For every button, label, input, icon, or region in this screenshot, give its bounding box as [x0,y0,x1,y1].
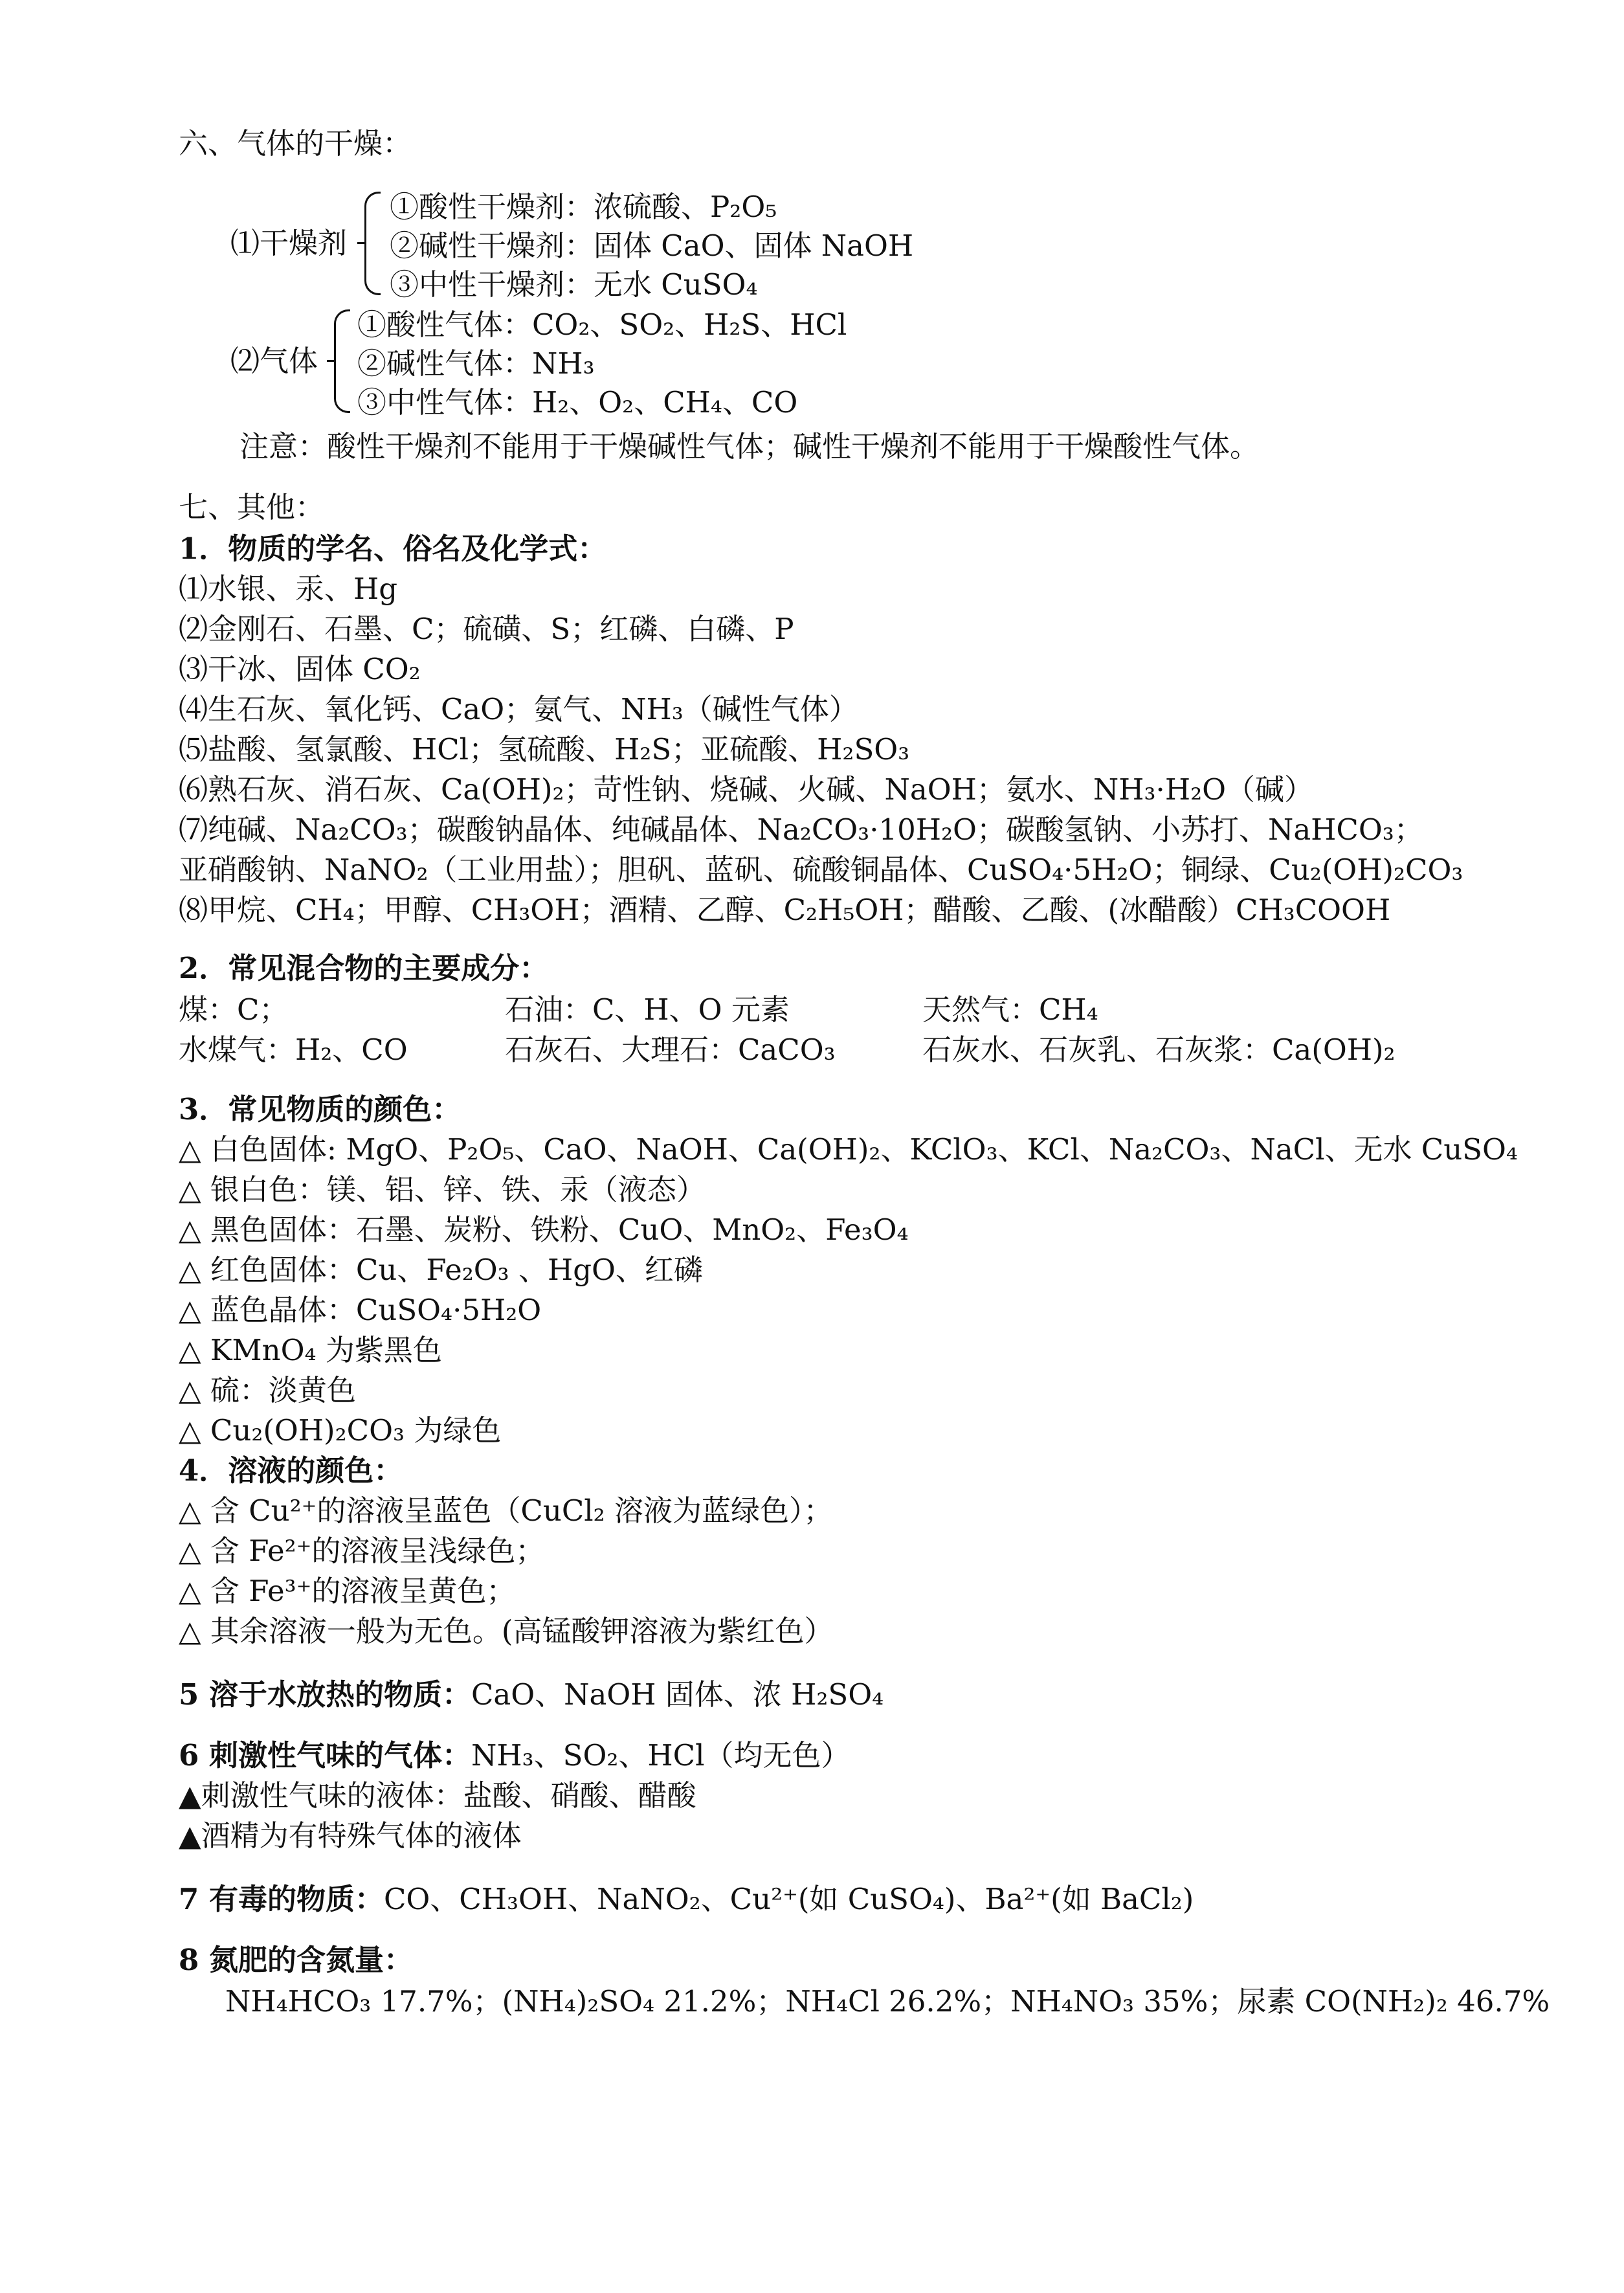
solutions-title: 4．溶液的颜色： [179,1453,403,1488]
colors-title: 3．常见物质的颜色： [179,1092,462,1126]
heat-title: 5 溶于水放热的物质： [179,1677,471,1712]
desiccant-item-acid: ①酸性干燥剂：浓硫酸、P₂O₅ [390,190,777,224]
heat-text: CaO、NaOH 固体、浓 H₂SO₄ [471,1677,884,1712]
solution-line: △ 其余溶液一般为无色。(高锰酸钾溶液为紫红色） [179,1614,834,1648]
color-line: △ 红色固体：Cu、Fe₂O₃ 、HgO、红磷 [179,1253,703,1287]
color-line: △ 硫：淡黄色 [179,1373,356,1407]
names-line: ⑶干冰、固体 CO₂ [179,652,421,686]
desiccant-item-neutral: ③中性干燥剂：无水 CuSO₄ [390,267,758,302]
pungent-text: NH₃、SO₂、HCl（均无色） [471,1738,851,1773]
nitrogen-title: 8 氮肥的含氮量： [179,1943,413,1977]
pungent-line [179,1736,850,1775]
alcohol-line: ▲酒精为有特殊气体的液体 [179,1818,522,1853]
mixture-cell: 石灰石、大理石：CaCO₃ [505,1033,836,1067]
names-title: 1．物质的学名、俗名及化学式： [179,531,607,566]
names-line: ⑹熟石灰、消石灰、Ca(OH)₂；苛性钠、烧碱、火碱、NaOH；氨水、NH₃·H₂O（碱） [179,772,1314,807]
nitrogen-text: NH₄HCO₃ 17.7%；(NH₄)₂SO₄ 21.2%；NH₄Cl 26.2%；NH₄NO₃ 35%；尿素 CO(NH₂)₂ 46.7% [225,1984,1550,2019]
names-line: ⑴水银、汞、Hg [179,572,398,606]
gas-item-neutral: ③中性气体：H₂、O₂、CH₄、CO [357,385,798,419]
solution-line: △ 含 Fe²⁺的溶液呈浅绿色； [179,1534,545,1568]
mixture-cell: 天然气：CH₄ [922,992,1098,1027]
solution-line: △ 含 Fe³⁺的溶液呈黄色； [179,1574,516,1608]
section6-heading: 六、气体的干燥： [179,126,412,161]
section6-note: 注意：酸性干燥剂不能用于干燥碱性气体；碱性干燥剂不能用于干燥酸性气体。 [239,429,1260,464]
names-line: ⑸盐酸、氢氯酸、HCl；氢硫酸、H₂S；亚硫酸、H₂SO₃ [179,732,910,766]
toxic-text: CO、CH₃OH、NaNO₂、Cu²⁺(如 CuSO₄)、Ba²⁺(如 BaCl₂) [383,1882,1194,1916]
mixture-cell: 石灰水、石灰乳、石灰浆：Ca(OH)₂ [922,1033,1396,1067]
desiccant-brace-tip [357,242,366,244]
desiccant-item-base: ②碱性干燥剂：固体 CaO、固体 NaOH [390,229,914,263]
toxic-title: 7 有毒的物质： [179,1882,384,1916]
toxic-line [179,1880,1194,1919]
names-line: ⑻甲烷、CH₄；甲醇、CH₃OH；酒精、乙醇、C₂H₅OH；醋酸、乙酸、(冰醋酸）CH₃COOH [179,893,1391,927]
desiccant-brace [364,192,381,295]
gas-brace [334,309,350,413]
names-line: ⑺纯碱、Na₂CO₃；碳酸钠晶体、纯碱晶体、Na₂CO₃·10H₂O；碳酸氢钠、小苏打、NaHCO₃； [179,812,1423,847]
gas-label: ⑵气体 [230,344,318,378]
color-line: △ 蓝色晶体：CuSO₄·5H₂O [179,1293,542,1327]
mixture-cell: 水煤气：H₂、CO [179,1033,408,1067]
color-line: △ 黑色固体：石墨、炭粉、铁粉、CuO、MnO₂、Fe₃O₄ [179,1213,909,1247]
heat-line [179,1675,884,1714]
mixtures-title: 2．常见混合物的主要成分： [179,951,549,985]
desiccant-label: ⑴干燥剂 [230,226,348,260]
solution-line: △ 含 Cu²⁺的溶液呈蓝色（CuCl₂ 溶液为蓝绿色）； [179,1493,833,1528]
gas-item-acid: ①酸性气体：CO₂、SO₂、H₂S、HCl [357,308,847,342]
names-line: 亚硝酸钠、NaNO₂（工业用盐）；胆矾、蓝矾、硫酸铜晶体、CuSO₄·5H₂O；铜绿、Cu₂(OH)₂CO₃ [179,853,1463,887]
color-line: △ 白色固体: MgO、P₂O₅、CaO、NaOH、Ca(OH)₂、KClO₃、KCl、Na₂CO₃、NaCl、无水 CuSO₄ [179,1132,1518,1167]
gas-brace-tip [327,360,336,362]
color-line: △ 银白色：镁、铝、锌、铁、汞（液态） [179,1172,706,1207]
names-line: ⑵金刚石、石墨、C；硫磺、S；红磷、白磷、P [179,612,794,646]
names-line: ⑷生石灰、氧化钙、CaO；氨气、NH₃（碱性气体） [179,692,858,726]
gas-item-base: ②碱性气体：NH₃ [357,346,595,381]
section7-heading: 七、其他： [179,490,325,524]
color-line: △ Cu₂(OH)₂CO₃ 为绿色 [179,1413,502,1448]
pungent-title: 6 刺激性气味的气体： [179,1738,471,1773]
pungent-liquid-line: ▲刺激性气味的液体：盐酸、硝酸、醋酸 [179,1778,696,1813]
mixture-cell: 煤：C； [179,992,289,1027]
color-line: △ KMnO₄ 为紫黑色 [179,1333,442,1367]
mixture-cell: 石油：C、H、O 元素 [505,992,790,1027]
